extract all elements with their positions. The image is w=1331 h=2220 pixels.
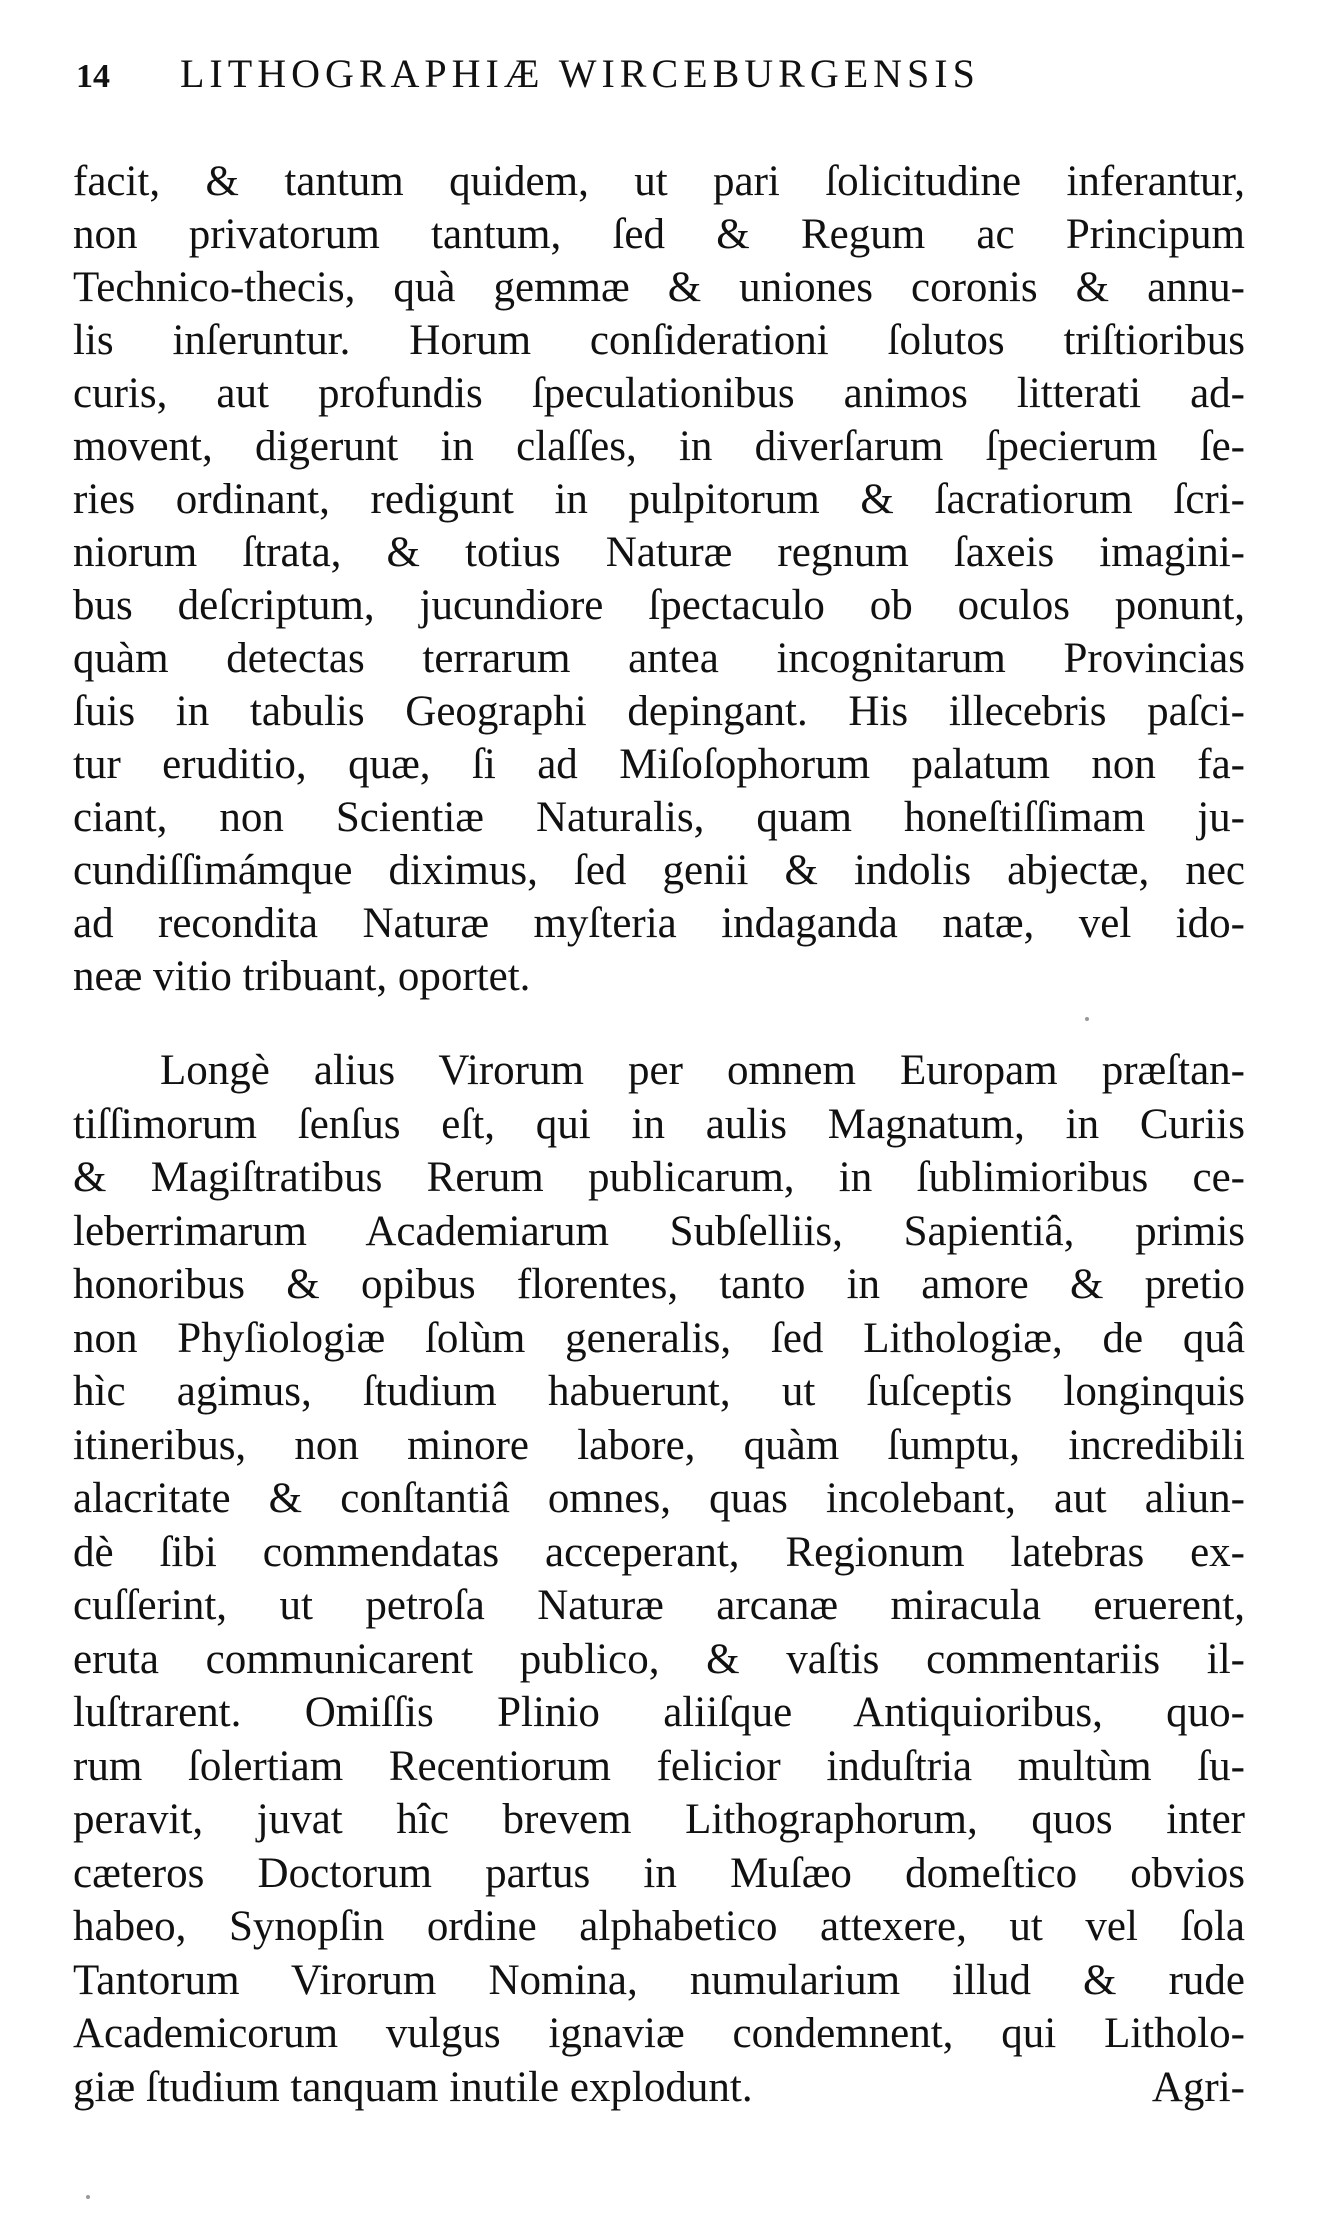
text-line: & Magiſtratibus Rerum publicarum, in ſublimioribus ce- bbox=[73, 1154, 1245, 1201]
text-line: luſtrarent. Omiſſis Plinio aliiſque Antiquioribus, quo- bbox=[73, 1689, 1245, 1736]
text-line: curis, aut profundis ſpeculationibus animos litterati ad- bbox=[73, 370, 1245, 417]
text-line: alacritate & conſtantiâ omnes, quas incolebant, aut aliun- bbox=[73, 1475, 1245, 1522]
scan-speck bbox=[86, 2195, 90, 2199]
scan-speck bbox=[1085, 1017, 1089, 1021]
running-title: LITHOGRAPHIÆ WIRCEBURGENSIS bbox=[180, 51, 980, 96]
text-line: facit, & tantum quidem, ut pari ſolicitudine inferantur, bbox=[73, 158, 1245, 205]
text-line: non privatorum tantum, ſed & Regum ac Principum bbox=[73, 211, 1245, 258]
text-line: ciant, non Scientiæ Naturalis, quam honeſtiſſimam ju- bbox=[73, 794, 1245, 841]
text-line: tur eruditio, quæ, ſi ad Miſoſophorum palatum non fa- bbox=[73, 741, 1245, 788]
text-line: ad recondita Naturæ myſteria indaganda natæ, vel ido- bbox=[73, 900, 1245, 947]
text-line: bus deſcriptum, jucundiore ſpectaculo ob oculos ponunt, bbox=[73, 582, 1245, 629]
text-line: neæ vitio tribuant, oportet. bbox=[73, 953, 531, 1000]
text-line: Longè alius Virorum per omnem Europam præſtan- bbox=[160, 1047, 1245, 1094]
text-line: cæteros Doctorum partus in Muſæo domeſtico obvios bbox=[73, 1849, 1245, 1897]
text-line: Technico-thecis, quà gemmæ & uniones coronis & annu- bbox=[73, 264, 1245, 311]
text-line: lis inſeruntur. Horum conſiderationi ſolutos triſtioribus bbox=[73, 317, 1245, 364]
text-line: rum ſolertiam Recentiorum felicior induſtria multùm ſu- bbox=[73, 1742, 1245, 1790]
text-line: cundiſſimámque diximus, ſed genii & indolis abjectæ, nec bbox=[73, 847, 1245, 894]
text-line: Tantorum Virorum Nomina, numularium illud & rude bbox=[73, 1956, 1245, 2004]
text-line: Academicorum vulgus ignaviæ condemnent, qui Litholo- bbox=[73, 2010, 1245, 2057]
text-line: cuſſerint, ut petroſa Naturæ arcanæ miracula eruerent, bbox=[73, 1582, 1245, 1629]
text-line: eruta communicarent publico, & vaſtis commentariis il- bbox=[73, 1635, 1245, 1683]
text-line: peravit, juvat hîc brevem Lithographorum, quos inter bbox=[73, 1796, 1245, 1843]
text-line: habeo, Synopſin ordine alphabetico attexere, ut vel ſola bbox=[73, 1903, 1245, 1950]
text-line: ſuis in tabulis Geographi depingant. His illecebris paſci- bbox=[73, 688, 1245, 735]
text-line: quàm detectas terrarum antea incognitarum Provincias bbox=[73, 635, 1245, 682]
text-line: dè ſibi commendatas acceperant, Regionum latebras ex- bbox=[73, 1528, 1245, 1576]
text-line: movent, digerunt in claſſes, in diverſarum ſpecierum ſe- bbox=[73, 423, 1245, 470]
text-line: leberrimarum Academiarum Subſelliis, Sapientiâ, primis bbox=[73, 1207, 1245, 1255]
text-line-content: giæ ſtudium tanquam inutile explodunt. bbox=[73, 2063, 753, 2111]
text-line: tiſſimorum ſenſus eſt, qui in aulis Magnatum, in Curiis bbox=[73, 1100, 1245, 1148]
text-line: honoribus & opibus florentes, tanto in amore & pretio bbox=[73, 1261, 1245, 1308]
text-line: ries ordinant, redigunt in pulpitorum & ſacratiorum ſcri- bbox=[73, 476, 1245, 523]
text-line: itineribus, non minore labore, quàm ſumptu, incredibili bbox=[73, 1421, 1245, 1469]
catchword: Agri- bbox=[1151, 2063, 1245, 2111]
page-number: 14 bbox=[76, 58, 110, 95]
text-line: niorum ſtrata, & totius Naturæ regnum ſaxeis imagini- bbox=[73, 529, 1245, 576]
text-line bbox=[73, 2063, 1245, 2113]
text-line: non Phyſiologiæ ſolùm generalis, ſed Lithologiæ, de quâ bbox=[73, 1314, 1245, 1362]
text-line: hìc agimus, ſtudium habuerunt, ut ſuſceptis longinquis bbox=[73, 1368, 1245, 1415]
